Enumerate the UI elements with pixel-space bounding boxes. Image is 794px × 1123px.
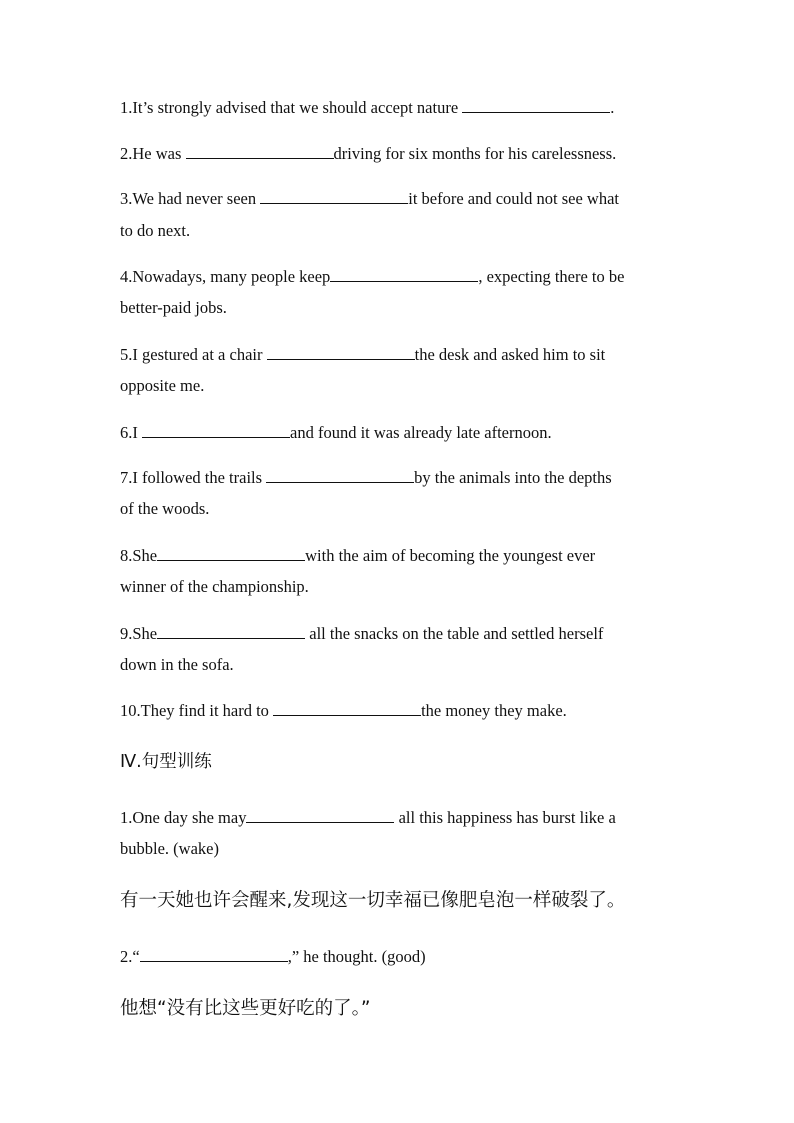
item-6 [120, 421, 680, 444]
item-5-text-after: the desk and asked him to sit [414, 345, 606, 364]
item-8 [120, 544, 680, 567]
answer-blank[interactable] [140, 945, 288, 962]
answer-blank[interactable] [246, 806, 394, 823]
item-8-text-after: with the aim of becoming the youngest ever [305, 546, 596, 565]
pattern-item-1-continuation: bubble. (wake) [120, 839, 219, 858]
item-10-text: 10.They find it hard to [120, 701, 274, 720]
item-4 [120, 265, 680, 288]
item-9 [120, 622, 680, 645]
item-4-text-after: , expecting there to be [478, 267, 625, 286]
item-5-continuation: opposite me. [120, 376, 205, 395]
item-10 [120, 699, 680, 722]
item-7-text: 7.I followed the trails [120, 468, 267, 487]
pattern-item-1 [120, 806, 680, 829]
pattern-item-2-translation: 他想“没有比这些更好吃的了。” [120, 998, 371, 1019]
item-7-text-after: by the animals into the depths [414, 468, 612, 487]
item-9-continuation: down in the sofa. [120, 655, 234, 674]
item-7-continuation: of the woods. [120, 499, 210, 518]
item-5-text: 5.I gestured at a chair [120, 345, 267, 364]
item-3-text: 3.We had never seen [120, 189, 261, 208]
item-4-text: 4.Nowadays, many people keep [120, 267, 331, 286]
answer-blank[interactable] [157, 622, 305, 639]
answer-blank[interactable] [273, 699, 421, 716]
item-7 [120, 466, 680, 489]
answer-blank[interactable] [462, 96, 610, 113]
item-6-text: 6.I [120, 423, 142, 442]
item-4-continuation: better-paid jobs. [120, 298, 227, 317]
pattern-item-1-translation: 有一天她也许会醒来,发现这一切幸福已像肥皂泡一样破裂了。 [120, 890, 626, 911]
item-1-text-after: . [610, 98, 615, 117]
pattern-item-2-text-after: ,” he thought. (good) [287, 947, 426, 966]
answer-blank[interactable] [186, 142, 334, 159]
answer-blank[interactable] [267, 343, 415, 360]
answer-blank[interactable] [266, 466, 414, 483]
item-9-text-after: all the snacks on the table and settled herself [305, 624, 604, 643]
item-1-text: 1.It’s strongly advised that we should accept nature [120, 98, 463, 117]
pattern-item-1-text: 1.One day she may [120, 808, 247, 827]
answer-blank[interactable] [157, 544, 305, 561]
answer-blank[interactable] [330, 265, 478, 282]
item-10-text-after: the money they make. [421, 701, 567, 720]
item-2-text-after: driving for six months for his carelessness. [333, 144, 617, 163]
item-8-text: 8.She [120, 546, 158, 565]
item-3-text-after: it before and could not see what [408, 189, 619, 208]
pattern-item-1-text-after: all this happiness has burst like a [394, 808, 616, 827]
item-2-text: 2.He was [120, 144, 186, 163]
item-1 [120, 96, 680, 119]
item-2 [120, 142, 680, 165]
item-3 [120, 187, 680, 210]
item-9-text: 9.She [120, 624, 158, 643]
answer-blank[interactable] [260, 187, 408, 204]
item-3-continuation: to do next. [120, 221, 191, 240]
item-6-text-after: and found it was already late afternoon. [290, 423, 552, 442]
section-heading: Ⅳ.句型训练 [120, 752, 212, 772]
item-8-continuation: winner of the championship. [120, 577, 309, 596]
pattern-item-2-text: 2.“ [120, 947, 140, 966]
answer-blank[interactable] [142, 421, 290, 438]
item-5 [120, 343, 680, 366]
pattern-item-2 [120, 945, 680, 968]
